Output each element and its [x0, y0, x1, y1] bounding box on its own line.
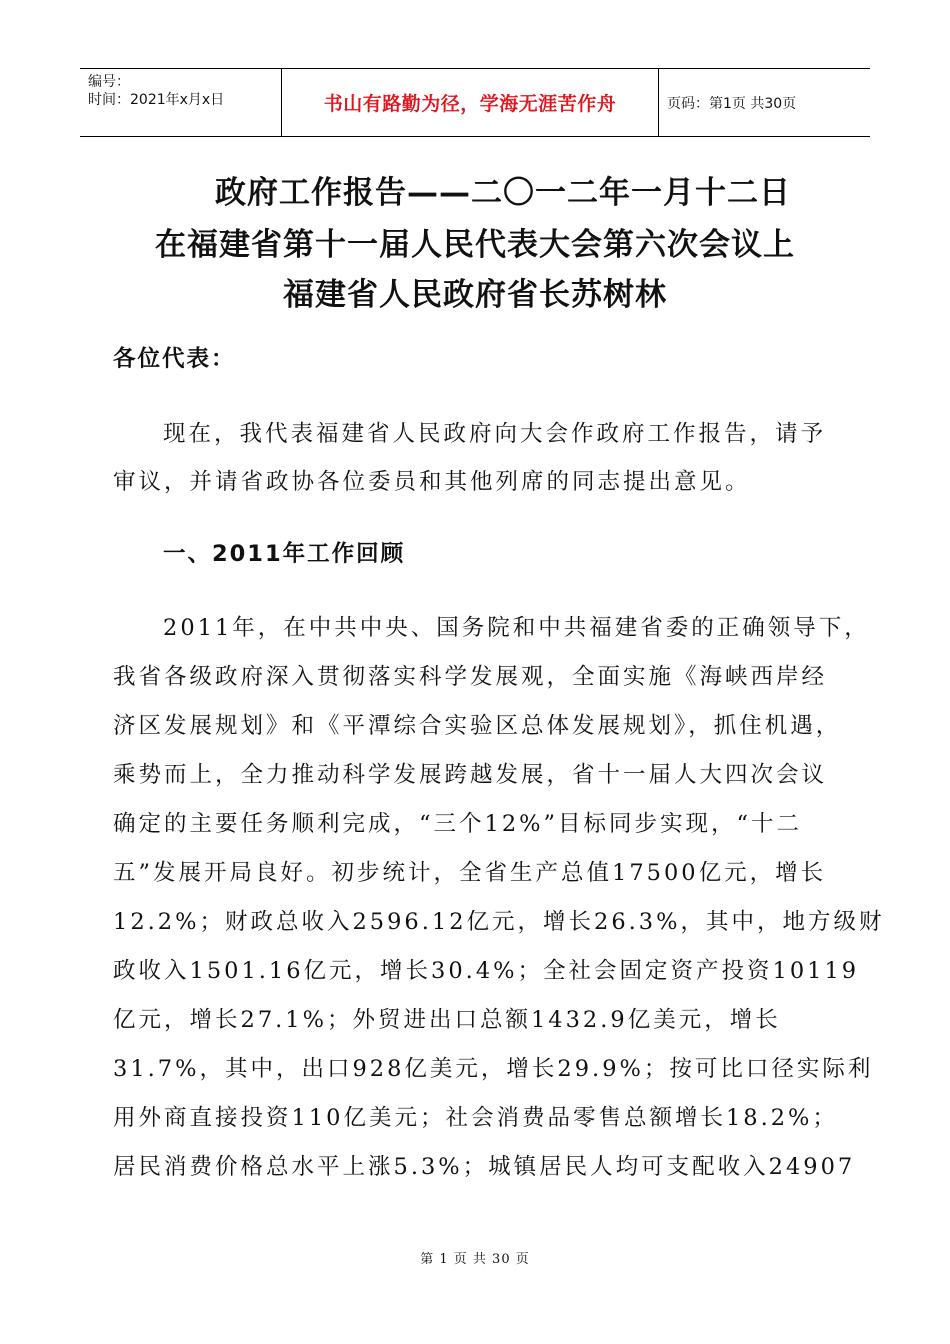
header-motto: 书山有路勤为径，学海无涯苦作舟 [282, 69, 659, 136]
para-line: 2011年，在中共中央、国务院和中共福建省委的正确领导下， [163, 615, 870, 641]
para-line: 五”发展开局良好。初步统计，全省生产总值17500亿元，增长 [113, 860, 827, 886]
title-line-1: 政府工作报告——二〇一二年一月十二日 [215, 175, 791, 211]
number-label: 编号： [88, 74, 130, 90]
document-header [80, 68, 870, 137]
para-line: 我省各级政府深入贯彻落实科学发展观，全面实施《海峡西岸经 [113, 664, 828, 690]
salutation: 各位代表： [113, 346, 236, 372]
para-line: 乘势而上，全力推动科学发展跨越发展，省十一届人大四次会议 [113, 762, 828, 788]
para-line: 12.2%；财政总收入2596.12亿元，增长26.3%，其中，地方级财 [113, 909, 885, 935]
date-label: 时间：2021年x月x日 [88, 92, 225, 108]
para-line: 31.7%，其中，出口928亿美元，增长29.9%；按可比口径实际利 [113, 1056, 874, 1082]
intro-line: 审议，并请省政协各位委员和其他列席的同志提出意见。 [113, 469, 751, 495]
para-line: 亿元，增长27.1%；外贸进出口总额1432.9亿美元，增长 [113, 1007, 781, 1033]
intro-line: 现在，我代表福建省人民政府向大会作政府工作报告，请予 [163, 421, 827, 447]
page-footer: 第 1 页 共 30 页 [420, 1252, 530, 1267]
section-heading: 一、2011年工作回顾 [163, 541, 406, 567]
header-meta [80, 69, 282, 136]
header-page-info: 页码：第1页 共30页 [667, 95, 797, 112]
para-line: 确定的主要任务顺利完成，“三个12%”目标同步实现，“十二 [113, 811, 803, 837]
title-line-3: 福建省人民政府省长苏树林 [283, 277, 667, 313]
para-line: 用外商直接投资110亿美元；社会消费品零售总额增长18.2%； [113, 1105, 838, 1131]
title-line-2: 在福建省第十一届人民代表大会第六次会议上 [155, 227, 795, 263]
para-line: 居民消费价格总水平上涨5.3%；城镇居民人均可支配收入24907 [113, 1154, 856, 1180]
para-line: 济区发展规划》和《平潭综合实验区总体发展规划》，抓住机遇， [113, 713, 842, 739]
para-line: 政收入1501.16亿元，增长30.4%；全社会固定资产投资10119 [113, 958, 860, 984]
